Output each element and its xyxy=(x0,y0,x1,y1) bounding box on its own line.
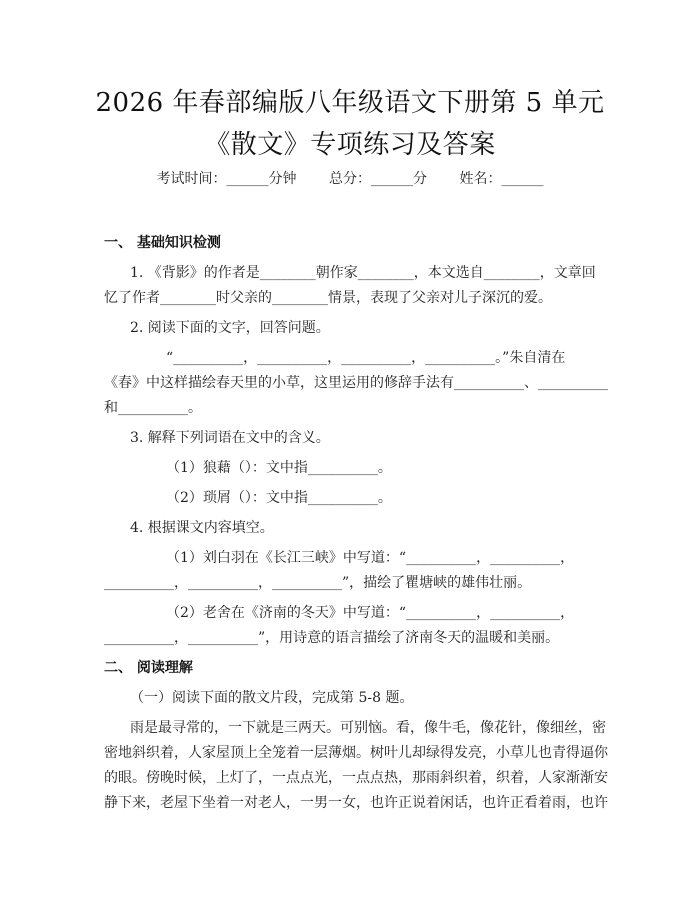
question-2-line1: “__________，__________，__________，__________。”朱自清在 xyxy=(166,350,566,366)
document-title-line2: 《散文》专项练习及答案 xyxy=(204,130,496,160)
student-name-field: 姓名：______ xyxy=(459,171,544,187)
question-3-heading: 3. 解释下列词语在文中的含义。 xyxy=(130,430,330,446)
question-1-line1: 1. 《背影》的作者是________朝作家________，本文选自________，文章回 xyxy=(130,265,596,281)
question-4-item1-line2: __________，__________，__________”，描绘了瞿塘峡的雄伟壮丽。 xyxy=(104,575,532,591)
passage-line1: 雨是最寻常的，一下就是三两天。可别恼。看，像牛毛，像花针，像细丝，密 xyxy=(130,720,606,736)
question-3-item1: （1）狼藉（）：文中指__________。 xyxy=(166,460,392,476)
question-3-item2: （2）琐屑（）：文中指__________。 xyxy=(166,490,392,506)
document-title-line1: 2026 年春部编版八年级语文下册第 5 单元 xyxy=(95,88,605,118)
exam-meta xyxy=(0,168,700,188)
exam-time-field: 考试时间：______分钟 xyxy=(156,171,297,187)
passage-line3: 的眼。傍晚时候，上灯了，一点点光，一点点热，那雨斜织着，织着，人家渐渐安 xyxy=(104,770,608,786)
question-2-line2: 《春》中这样描绘春天里的小草，这里运用的修辞手法有__________、__________ xyxy=(104,375,608,391)
question-4-item2-line1: （2）老舍在《济南的冬天》中写道：“__________，__________， xyxy=(166,605,575,621)
passage-line2: 密地斜织着，人家屋顶上全笼着一层薄烟。树叶儿却绿得发亮，小草儿也青得逼你 xyxy=(104,745,608,761)
question-2-heading: 2. 阅读下面的文字，回答问题。 xyxy=(130,320,330,336)
question-4-item2-line2: __________，__________”，用诗意的语言描绘了济南冬天的温暖和美丽。 xyxy=(104,630,560,646)
question-4-item1-line1: （1）刘白羽在《长江三峡》中写道：“__________，__________， xyxy=(166,550,575,566)
section-heading-reading: 二、 阅读理解 xyxy=(104,660,193,676)
reading-intro: （一）阅读下面的散文片段，完成第 5-8 题。 xyxy=(130,690,414,706)
section-heading-basics: 一、 基础知识检测 xyxy=(104,235,221,251)
question-2-line3: 和__________。 xyxy=(104,400,202,416)
question-1-line2: 忆了作者________时父亲的________情景，表现了父亲对儿子深沉的爱。 xyxy=(104,290,552,306)
total-score-field: 总分：______分 xyxy=(329,171,427,187)
passage-line4: 静下来，老屋下坐着一对老人，一男一女，也许正说着闲话，也许正看着雨，也许 xyxy=(104,795,608,811)
question-4-heading: 4. 根据课文内容填空。 xyxy=(130,520,274,536)
